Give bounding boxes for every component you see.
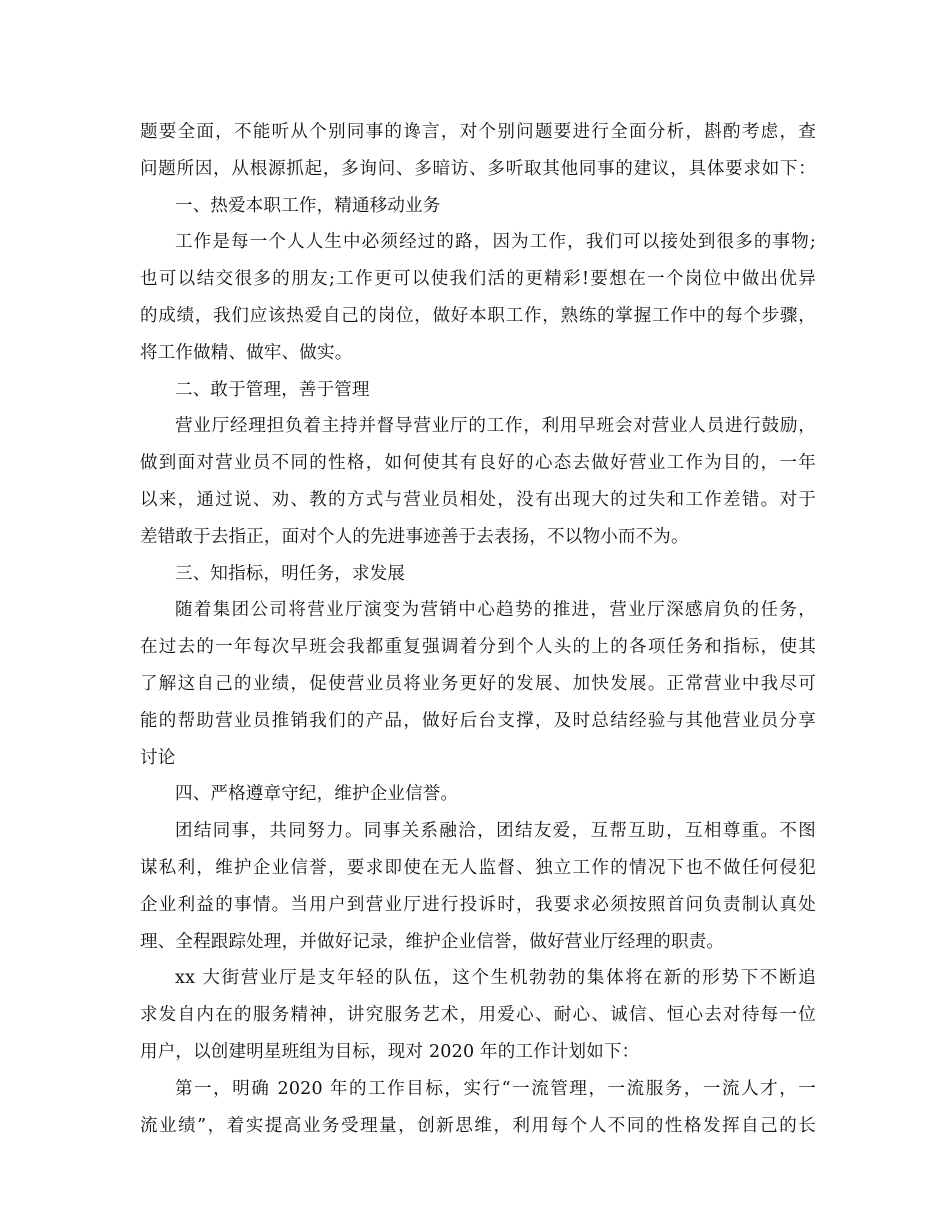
text-line: 也可以结交很多的朋友;工作更可以使我们活的更精彩!要想在一个岗位中做出优异 (140, 269, 816, 290)
text-line: 理、全程跟踪处理，并做好记录，维护企业信誉，做好营业厅经理的职责。 (140, 931, 725, 952)
text-line: 的成绩，我们应该热爱自己的岗位，做好本职工作，熟练的掌握工作中的每个步骤， (140, 305, 816, 326)
document-page (140, 114, 816, 1144)
text-line: 三、知指标，明任务，求发展 (175, 563, 406, 584)
text-line: 做到面对营业员不同的性格，如何使其有良好的心态去做好营业工作为目的，一年 (140, 453, 816, 474)
text-line: 随着集团公司将营业厅演变为营销中心趋势的推进，营业厅深感肩负的任务， (175, 600, 816, 621)
text-line: 差错敢于去指正，面对个人的先进事迹善于去表扬，不以物小而不为。 (140, 526, 689, 547)
text-line: 谋私利，维护企业信誉，要求即使在无人监督、独立工作的情况下也不做任何侵犯 (140, 857, 816, 878)
text-line: 一、热爱本职工作，精通移动业务 (175, 195, 441, 216)
text-line: 求发自内在的服务精神，讲究服务艺术，用爱心、耐心、诚信、恒心去对待每一位 (140, 1005, 816, 1026)
text-line: 将工作做精、做牢、做实。 (140, 342, 353, 363)
text-line: 用户，以创建明星班组为目标，现对 2020 年的工作计划如下： (140, 1041, 640, 1062)
text-line: 题要全面，不能听从个别同事的谗言，对个别问题要进行全面分析，斟酌考虑，查 (140, 122, 816, 142)
text-line: 问题所因，从根源抓起，多询问、多暗访、多听取其他同事的建议，具体要求如下： (140, 158, 816, 179)
text-line: 流业绩”，着实提高业务受理量，创新思维，利用每个人不同的性格发挥自己的长 (140, 1115, 816, 1136)
text-line: xx 大街营业厅是支年轻的队伍，这个生机勃勃的集体将在新的形势下不断追 (175, 968, 816, 989)
text-line: 讨论 (140, 747, 176, 768)
text-line: 了解这自己的业绩，促使营业员将业务更好的发展、加快发展。正常营业中我尽可 (140, 673, 816, 694)
text-line: 二、敢于管理，善于管理 (175, 379, 370, 400)
text-line: 第一，明确 2020 年的工作目标，实行“一流管理，一流服务，一流人才，一 (175, 1078, 816, 1099)
text-line: 企业利益的事情。当用户到营业厅进行投诉时，我要求必须按照首问负责制认真处 (140, 894, 816, 915)
text-line: 团结同事，共同努力。同事关系融洽，团结友爱，互帮互助，互相尊重。不图 (175, 821, 816, 842)
text-line: 能的帮助营业员推销我们的产品，做好后台支撑，及时总结经验与其他营业员分享 (140, 710, 816, 731)
text-line: 在过去的一年每次早班会我都重复强调着分到个人头的上的各项任务和指标，使其 (140, 637, 816, 658)
text-line: 营业厅经理担负着主持并督导营业厅的工作，利用早班会对营业人员进行鼓励， (175, 416, 816, 437)
text-line: 以来，通过说、劝、教的方式与营业员相处，没有出现大的过失和工作差错。对于 (140, 489, 816, 510)
text-line: 工作是每一个人人生中必须经过的路，因为工作，我们可以接处到很多的事物; (175, 232, 816, 253)
text-line: 四、严格遵章守纪，维护企业信誉。 (175, 784, 459, 805)
